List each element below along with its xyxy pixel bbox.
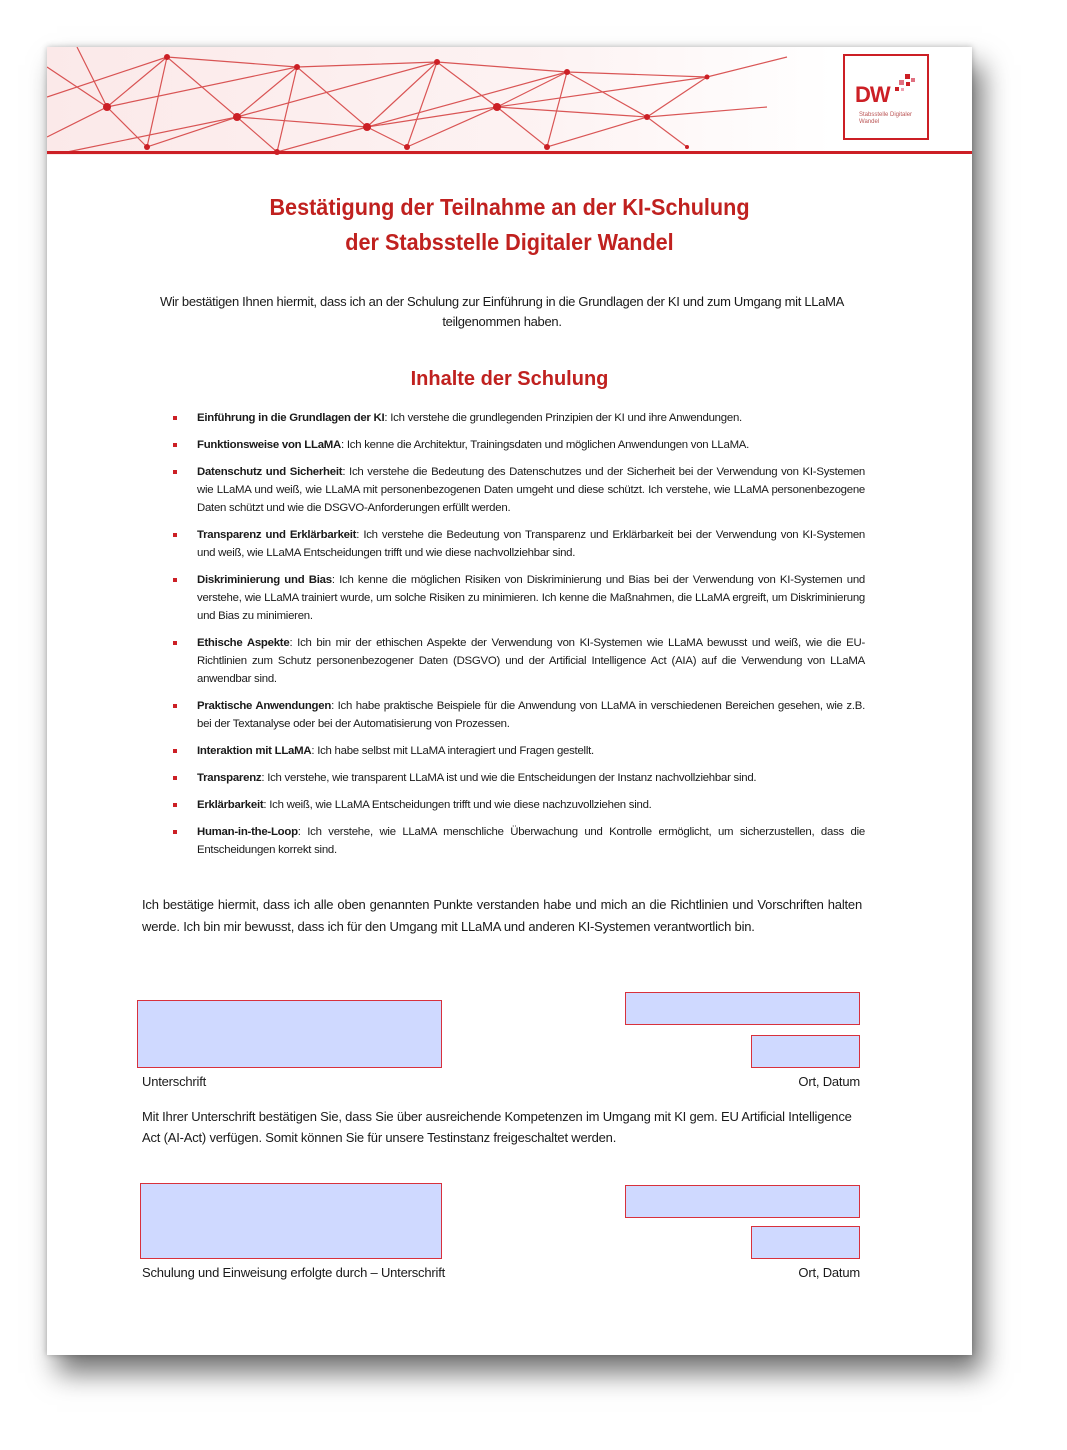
bullet-icon: [173, 749, 177, 753]
list-item: [165, 571, 865, 625]
title-line-2: der Stabsstelle Digitaler Wandel: [345, 229, 674, 255]
item-text: : Ich verstehe die grundlegenden Prinzipien der KI und ihre Anwendungen.: [384, 412, 742, 424]
notice-paragraph: Mit Ihrer Unterschrift bestätigen Sie, dass Sie über ausreichende Kompetenzen im Umgang mit KI gem. EU Artificial Intelligence Act (AI-Act) verfügen. Somit können Sie für unsere Testinstanz freigeschaltet werden.: [142, 1109, 852, 1145]
title-line-1: Bestätigung der Teilnahme an der KI-Schulung: [269, 194, 750, 220]
list-item: [165, 526, 865, 562]
bullet-icon: [173, 416, 177, 420]
item-term: Diskriminierung und Bias: [197, 574, 332, 586]
item-term: Transparenz und Erklärbarkeit: [197, 529, 357, 541]
bullet-icon: [173, 776, 177, 780]
bullet-icon: [173, 641, 177, 645]
section-heading: Inhalte der Schulung: [410, 368, 609, 390]
place-field-trainer[interactable]: [625, 1185, 860, 1218]
date-field-trainer[interactable]: [751, 1226, 860, 1259]
place-field-participant[interactable]: [625, 992, 860, 1025]
document-page: [47, 47, 972, 1355]
place-date-label-trainer: Ort, Datum: [798, 1265, 860, 1280]
intro-paragraph: Wir bestätigen Ihnen hiermit, dass ich an der Schulung zur Einführung in die Grundlagen der KI und zum Umgang mit LLaMA teilgenommen haben.: [159, 294, 845, 329]
item-term: Praktische Anwendungen: [197, 700, 332, 712]
date-field-participant[interactable]: [751, 1035, 860, 1068]
list-item: [165, 634, 865, 688]
bullet-icon: [173, 704, 177, 708]
list-item: [165, 409, 865, 427]
item-term: Einführung in die Grundlagen der KI: [197, 412, 385, 424]
item-term: Datenschutz und Sicherheit: [197, 466, 343, 478]
item-text: : Ich verstehe die Bedeutung von Transparenz und Erklärbarkeit bei der Verwendung von KI-Systemen und weiß, wie LLaMA Entscheidungen trifft und wie diese nachvollziehbar sind.: [197, 529, 865, 559]
confirmation-paragraph: Ich bestätige hiermit, dass ich alle oben genannten Punkte verstanden habe und mich an die Richtlinien und Vorschriften halten werde. Ich bin mir bewusst, dass ich für den Umgang mit LLaMA und anderen KI-Systemen verantwortlich bin.: [142, 897, 862, 934]
list-item: [165, 742, 865, 760]
list-item: [165, 436, 865, 454]
bullet-icon: [173, 443, 177, 447]
bullet-icon: [173, 470, 177, 474]
bullet-icon: [173, 803, 177, 807]
item-term: Ethische Aspekte: [197, 637, 290, 649]
list-item: [165, 796, 865, 814]
dw-logo: [843, 54, 929, 140]
signature-label-trainer: Schulung und Einweisung erfolgte durch – Unterschrift: [142, 1265, 446, 1280]
logo-pixel-icon: [895, 74, 919, 94]
document-title: [75, 190, 945, 260]
header-network-graphic: [47, 47, 972, 155]
item-text: : Ich bin mir der ethischen Aspekte der Verwendung von KI-Systemen wie LLaMA bewusst und weiß, wie die EU-Richtlinien zum Schutz personenbezogener Daten (DSGVO) und der Artificial Intelligence Act (AIA) auf die Verwendung von LLaMA anwendbar sind.: [197, 637, 865, 685]
signature-field-trainer[interactable]: [140, 1183, 442, 1259]
item-term: Transparenz: [197, 772, 262, 784]
item-term: Human-in-the-Loop: [197, 826, 298, 838]
item-text: : Ich habe praktische Beispiele für die Anwendung von LLaMA in verschiedenen Bereichen gesehen, wie z.B. bei der Textanalyse oder bei der Automatisierung von Prozessen.: [197, 700, 866, 730]
item-term: Erklärbarkeit: [197, 799, 264, 811]
bullet-icon: [173, 578, 177, 582]
item-text: : Ich kenne die Architektur, Trainingsdaten und möglichen Anwendungen von LLaMA.: [341, 439, 750, 451]
item-term: Interaktion mit LLaMA: [197, 745, 312, 757]
item-text: : Ich kenne die möglichen Risiken von Diskriminierung und Bias bei der Verwendung von KI-Systemen und verstehe, wie LLaMA trainiert wurde, um solche Risiken zu minimieren. Ich kenne die Maßnahmen, die LLaMA ergreift, um Diskriminierung und Bias zu minimieren.: [197, 574, 865, 622]
item-text: : Ich weiß, wie LLaMA Entscheidungen trifft und wie diese nachzuvollziehen sind.: [263, 799, 652, 811]
list-item: [165, 769, 865, 787]
training-content-list: [165, 409, 865, 868]
place-date-label-participant: Ort, Datum: [798, 1074, 860, 1089]
header-divider: [47, 151, 972, 154]
bullet-icon: [173, 830, 177, 834]
item-text: : Ich habe selbst mit LLaMA interagiert und Fragen gestellt.: [311, 745, 594, 757]
list-item: [165, 463, 865, 517]
logo-subtitle: Stabsstelle Digitaler Wandel: [859, 112, 913, 125]
item-text: : Ich verstehe, wie transparent LLaMA ist und wie die Entscheidungen der Instanz nachvollziehbar sind.: [261, 772, 757, 784]
list-item: [165, 697, 865, 733]
list-item: [165, 823, 865, 859]
item-text: : Ich verstehe, wie LLaMA menschliche Überwachung und Kontrolle ermöglicht, um sicherzustellen, dass die Entscheidungen korrekt sind.: [197, 826, 865, 856]
signature-field-participant[interactable]: [137, 1000, 442, 1068]
logo-letters: DW: [855, 82, 890, 107]
bullet-icon: [173, 533, 177, 537]
network-lines-graphic: [47, 47, 972, 155]
signature-label-participant: Unterschrift: [142, 1074, 207, 1089]
item-term: Funktionsweise von LLaMA: [197, 439, 341, 451]
item-text: : Ich verstehe die Bedeutung des Datenschutzes und der Sicherheit bei der Verwendung von KI-Systemen wie LLaMA und weiß, wie LLaMA mit personenbezogenen Daten umgeht und diese schützt. Ich verstehe, wie LLaMA personenbezogene Daten schützt und wie die DSGVO-Anforderungen erfüllt werden.: [197, 466, 865, 514]
